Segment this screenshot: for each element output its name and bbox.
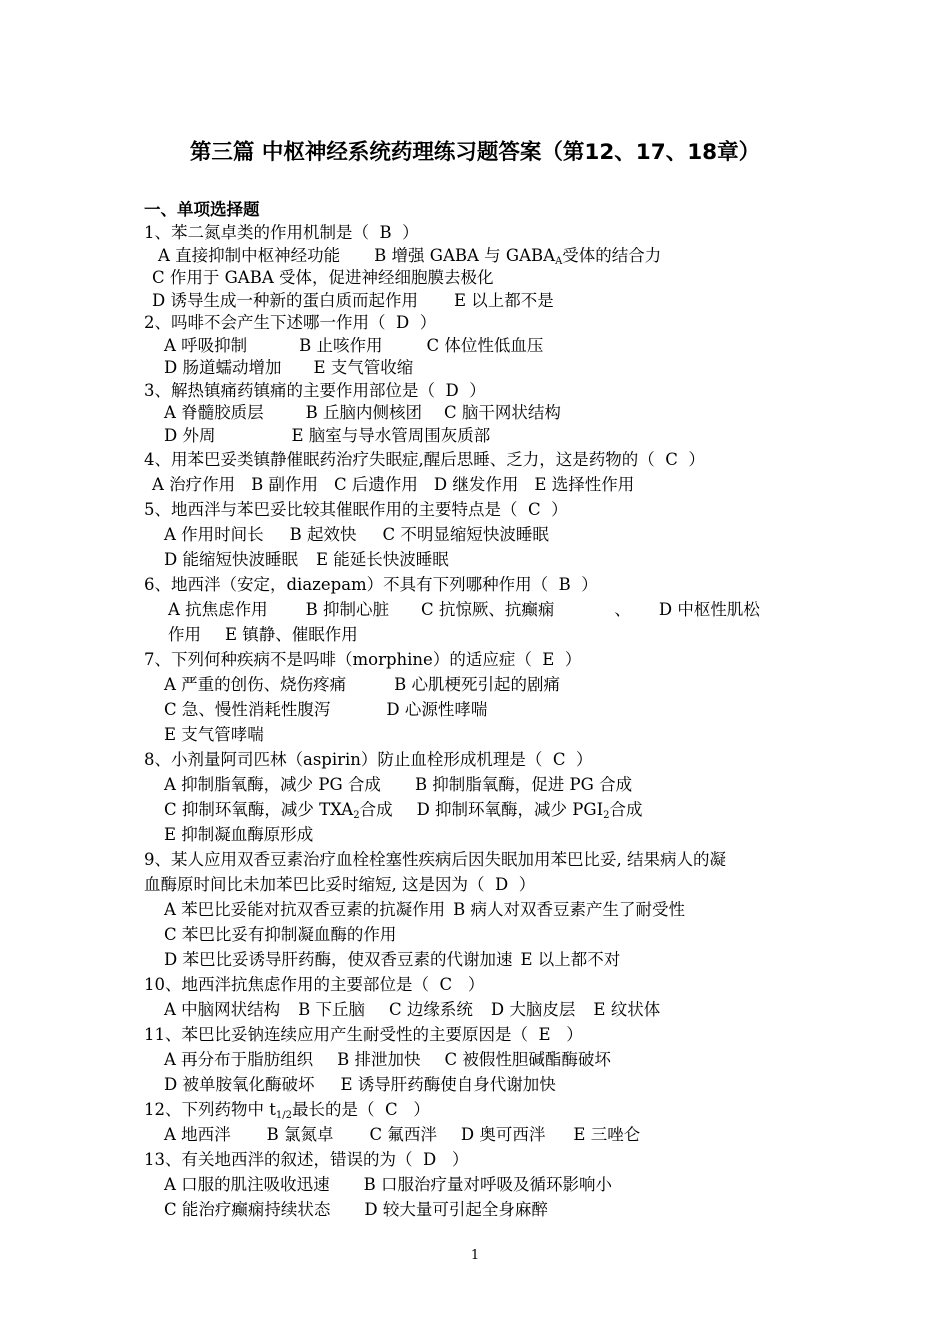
option-e: E 能延长快波睡眠 (315, 550, 449, 569)
question-8-stem: 8、小剂量阿司匹林（aspirin）防止血栓形成机理是（ C ） (144, 750, 593, 769)
question-11-stem: 11、苯巴比妥钠连续应用产生耐受性的主要原因是（ E ） (144, 1025, 583, 1044)
option-a: A 治疗作用 (152, 475, 236, 494)
option-b: B 口服治疗量对呼吸及循环影响小 (363, 1175, 613, 1194)
option-d-text-end: 合成 (609, 800, 643, 819)
question-7-stem: 7、下列何种疾病不是吗啡（morphine）的适应症（ E ） (144, 650, 582, 669)
option-d: D 诱导生成一种新的蛋白质而起作用 (152, 290, 418, 310)
question-7-option-e: E 支气管哮喘 (164, 725, 264, 744)
question-3-options-abc (144, 402, 824, 425)
option-b: B 下丘脑 (298, 1000, 366, 1019)
option-e: E 三唑仑 (573, 1125, 641, 1144)
question-12-stem (144, 1097, 824, 1122)
question-1-option-c: C 作用于 GABA 受体，促进神经细胞膜去极化 (152, 268, 494, 287)
option-e: E 镇静、催眠作用 (225, 625, 358, 644)
question-9-stem-line1: 9、某人应用双香豆素治疗血栓栓塞性疾病后因失眠加用苯巴比妥, 结果病人的凝 (144, 850, 726, 869)
question-13-options-ab (144, 1172, 824, 1197)
question-1-stem: 1、苯二氮卓类的作用机制是（ B ） (144, 223, 419, 242)
question-3-stem: 3、解热镇痛药镇痛的主要作用部位是（ D ） (144, 380, 486, 400)
option-c: C 急、慢性消耗性腹泻 (164, 700, 331, 719)
option-b-text: B 增强 GABA 与 GABA (374, 245, 556, 265)
option-separator: 、 (614, 600, 631, 619)
question-9-options-de (144, 947, 824, 972)
question-13-stem: 13、有关地西泮的叙述，错误的为（ D ） (144, 1150, 469, 1169)
option-d: D 大脑皮层 (490, 1000, 576, 1019)
question-12-options (144, 1122, 824, 1147)
option-a: A 脊髓胶质层 (164, 403, 264, 422)
option-b-subscript: A (555, 255, 563, 267)
section-heading: 一、单项选择题 (144, 200, 260, 219)
question-9-options-ab (144, 897, 824, 922)
option-e: E 脑室与导水管周围灰质部 (291, 425, 491, 445)
option-a: A 作用时间长 (164, 525, 264, 544)
option-b (374, 246, 661, 265)
option-a: A 抑制脂氧酶，减少 PG 合成 (164, 775, 381, 794)
question-7-options-cd (144, 697, 824, 722)
option-d: D 被单胺氧化酶破坏 (164, 1075, 315, 1094)
question-2-stem: 2、吗啡不会产生下述哪一作用（ D ） (144, 313, 437, 332)
option-a: A 直接抑制中枢神经功能 (158, 245, 341, 265)
option-d: D 继发作用 (433, 475, 519, 494)
option-e: E 选择性作用 (534, 475, 635, 494)
question-5-options-abc (144, 522, 824, 547)
option-a: A 呼吸抑制 (164, 335, 248, 355)
question-10-options (144, 997, 824, 1022)
option-a: A 苯巴比妥能对抗双香豆素的抗凝作用 (164, 900, 446, 919)
option-d: D 外周 (164, 425, 216, 445)
question-6-stem: 6、地西泮（安定，diazepam）不具有下列哪种作用（ B ） (144, 575, 598, 594)
question-9-option-c: C 苯巴比妥有抑制凝血酶的作用 (164, 925, 397, 944)
option-c-subscript: 2 (353, 810, 360, 821)
question-6-options (144, 597, 824, 622)
question-8-options-ab (144, 772, 824, 797)
question-3-options-de (144, 425, 824, 448)
question-4-options (144, 472, 824, 497)
question-4-stem: 4、用苯巴妥类镇静催眠药治疗失眠症,醒后思睡、乏力，这是药物的（ C ） (144, 450, 705, 469)
question-8-options-cd (144, 797, 824, 822)
option-b: B 起效快 (289, 525, 357, 544)
question-5-stem: 5、地西泮与苯巴妥比较其催眠作用的主要特点是（ C ） (144, 500, 568, 519)
option-a: A 严重的创伤、烧伤疼痛 (164, 675, 347, 694)
option-b: B 止咳作用 (299, 335, 383, 355)
stem-text: 12、下列药物中 t (144, 1100, 276, 1119)
question-13-options-cd (144, 1197, 824, 1222)
option-c: C 被假性胆碱酯酶破坏 (444, 1050, 611, 1069)
option-b: B 抑制心脏 (305, 600, 390, 619)
question-11-options-de (144, 1072, 824, 1097)
option-b: B 心肌梗死引起的剧痛 (394, 675, 561, 694)
option-c: C 后遗作用 (334, 475, 418, 494)
stem-subscript: 1/2 (275, 1110, 292, 1121)
option-d-text: D 抑制环氧酶，减少 PGI (416, 800, 604, 819)
option-a: A 口服的肌注吸收迅速 (164, 1175, 330, 1194)
option-c: C 抗惊厥、抗癫痫 (421, 600, 555, 619)
option-d: D 苯巴比妥诱导肝药酶，使双香豆素的代谢加速 (164, 950, 513, 969)
option-e: E 诱导肝药酶使自身代谢加快 (340, 1075, 556, 1094)
document-title: 第三篇 中枢神经系统药理练习题答案（第12、17、18章） (189, 140, 761, 165)
option-d-continued: 作用 (168, 625, 201, 644)
option-c (164, 800, 393, 819)
question-1-options-ab (144, 245, 824, 268)
question-11-options-abc (144, 1047, 824, 1072)
question-list (144, 198, 824, 1222)
question-9-stem-line2: 血酶原时间比未加苯巴比妥时缩短, 这是因为（ D ） (144, 875, 536, 894)
option-e: E 纹状体 (593, 1000, 661, 1019)
page-number: 1 (470, 1248, 480, 1263)
stem-text-end: 最长的是（ C ） (291, 1100, 430, 1119)
option-c-text-end: 合成 (359, 800, 393, 819)
option-c: C 脑干网状结构 (444, 403, 561, 422)
option-b: B 氯氮卓 (266, 1125, 334, 1144)
option-c: C 氟西泮 (369, 1125, 437, 1144)
option-d (417, 800, 643, 819)
option-c: C 边缘系统 (389, 1000, 473, 1019)
option-c: C 能治疗癫痫持续状态 (164, 1200, 331, 1219)
option-d: D 肠道蠕动增加 (164, 358, 282, 377)
question-10-stem: 10、地西泮抗焦虑作用的主要部位是（ C ） (144, 975, 485, 994)
option-b: B 排泄加快 (337, 1050, 421, 1069)
option-b: B 丘脑内侧核团 (305, 403, 423, 422)
option-e: E 支气管收缩 (313, 358, 414, 377)
option-a: A 中脑网状结构 (164, 1000, 281, 1019)
question-5-options-de (144, 547, 824, 572)
option-e: E 以上都不对 (520, 950, 621, 969)
option-a: A 再分布于脂肪组织 (164, 1050, 314, 1069)
option-d: D 奥可西泮 (460, 1125, 546, 1144)
question-1-options-de (144, 290, 824, 313)
option-a: A 地西泮 (164, 1125, 231, 1144)
option-e: E 以上都不是 (453, 290, 554, 310)
option-a: A 抗焦虑作用 (168, 600, 268, 619)
option-d: D 心源性哮喘 (386, 700, 488, 719)
option-d: D 能缩短快波睡眠 (164, 550, 298, 569)
question-2-options-abc (144, 335, 824, 358)
option-c: C 体位性低血压 (426, 335, 544, 355)
option-d-subscript: 2 (603, 810, 610, 821)
option-b-text-end: 受体的结合力 (562, 245, 662, 265)
option-c-text: C 抑制环氧酶，减少 TXA (164, 800, 354, 819)
option-c: C 不明显缩短快波睡眠 (382, 525, 549, 544)
option-d: D 较大量可引起全身麻醉 (364, 1200, 548, 1219)
option-b: B 抑制脂氧酶，促进 PG 合成 (414, 775, 633, 794)
option-b: B 病人对双香豆素产生了耐受性 (453, 900, 686, 919)
question-2-options-de (144, 357, 824, 380)
option-b: B 副作用 (251, 475, 319, 494)
option-d: D 中枢性肌松 (658, 600, 760, 619)
question-6-options-cont (144, 622, 824, 647)
question-7-options-ab (144, 672, 824, 697)
question-8-option-e: E 抑制凝血酶原形成 (164, 825, 314, 844)
